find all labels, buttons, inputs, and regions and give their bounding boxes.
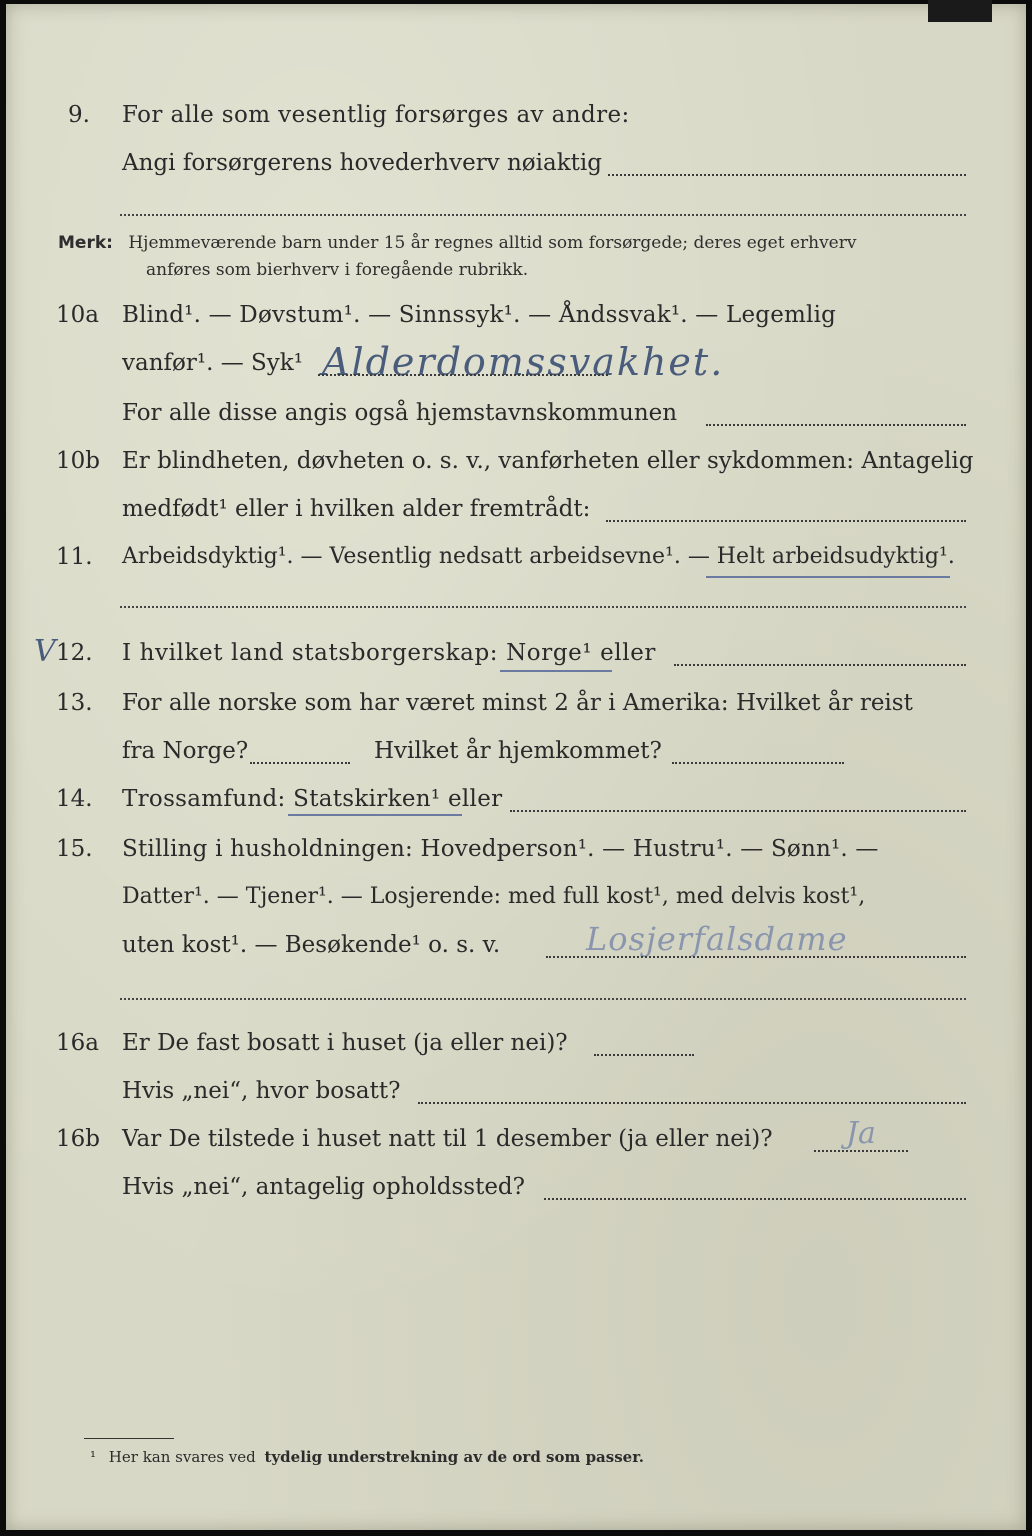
answer-field[interactable]	[418, 1102, 966, 1104]
question-number: 16a	[56, 1030, 99, 1056]
handwritten-underline	[500, 670, 612, 672]
handwritten-answer: Alderdomssvakhet.	[322, 340, 725, 384]
question-text: Er De fast bosatt i huset (ja eller nei)?	[122, 1030, 568, 1056]
question-text: Blind¹. — Døvstum¹. — Sinnssyk¹. — Åndssvak¹. — Legemlig	[122, 302, 837, 328]
question-15	[6, 830, 1026, 874]
census-form-page	[6, 4, 1026, 1530]
question-15-line2	[6, 878, 1026, 922]
question-13	[6, 684, 1026, 728]
question-text: Datter¹. — Tjener¹. — Losjerende: med full kost¹, med delvis kost¹,	[122, 884, 866, 909]
answer-field[interactable]	[120, 606, 966, 608]
question-text: Arbeidsdyktig¹. — Vesentlig nedsatt arbeidsevne¹. — Helt arbeidsudyktig¹.	[122, 544, 955, 569]
question-text: Hvis „nei“, hvor bosatt?	[122, 1078, 401, 1104]
question-16b	[6, 1116, 1026, 1164]
question-text: Hvilket år hjemkommet?	[374, 738, 662, 764]
question-number: 11.	[56, 544, 93, 570]
question-text: For alle disse angis også hjemstavnskommunen	[122, 400, 678, 426]
question-text: Er blindheten, døvheten o. s. v., vanførheten eller sykdommen: Antagelig	[122, 448, 974, 474]
answer-field[interactable]	[318, 374, 608, 376]
answer-field[interactable]	[706, 424, 966, 426]
question-14	[6, 780, 1026, 824]
question-number: 10a	[56, 302, 99, 328]
question-11	[6, 538, 1026, 582]
question-text: medfødt¹ eller i hvilken alder fremtrådt:	[122, 496, 591, 522]
answer-field[interactable]	[510, 810, 966, 812]
question-10b	[6, 442, 1026, 486]
handwritten-answer: Ja	[846, 1116, 876, 1151]
footnote-text: Her kan svares ved	[108, 1448, 256, 1466]
note-block	[58, 230, 978, 284]
footnote-mark: ¹	[90, 1448, 97, 1466]
question-text: Var De tilstede i huset natt til 1 desember (ja eller nei)?	[122, 1126, 773, 1152]
footnote	[90, 1448, 644, 1466]
handwritten-underline	[706, 576, 950, 578]
tape-strip	[928, 0, 992, 22]
question-text: fra Norge?	[122, 738, 249, 764]
question-10a-line2	[6, 340, 1026, 388]
question-number: 10b	[56, 448, 100, 474]
question-10a	[6, 296, 1026, 340]
question-number: 16b	[56, 1126, 100, 1152]
question-text: I hvilket land statsborgerskap: Norge¹ eller	[122, 640, 657, 666]
question-16b-line2	[6, 1168, 1026, 1212]
answer-field[interactable]	[674, 664, 966, 666]
question-text: vanfør¹. — Syk¹	[122, 350, 303, 376]
question-text: For alle som vesentlig forsørges av andre:	[122, 102, 630, 128]
question-number: 13.	[56, 690, 93, 716]
question-16a-line2	[6, 1072, 1026, 1116]
question-10a-line3	[6, 394, 1026, 438]
answer-field[interactable]	[814, 1150, 908, 1152]
answer-field[interactable]	[608, 174, 966, 176]
footnote-emphasis: tydelig understrekning av de ord som passer.	[264, 1448, 644, 1466]
question-number: 9.	[68, 102, 90, 128]
question-text: For alle norske som har været minst 2 år i Amerika: Hvilket år reist	[122, 690, 913, 716]
question-12	[6, 634, 1026, 678]
note-label: Merk:	[58, 233, 113, 253]
question-text: Hvis „nei“, antagelig opholdssted?	[122, 1174, 525, 1200]
question-15-line3	[6, 920, 1026, 970]
answer-field[interactable]	[120, 998, 966, 1000]
answer-field[interactable]	[672, 762, 844, 764]
question-number: 15.	[56, 836, 93, 862]
note-text: Hjemmeværende barn under 15 år regnes alltid som forsørgede; deres eget erhverv	[128, 233, 857, 253]
answer-field[interactable]	[546, 956, 966, 958]
question-10b-line2	[6, 490, 1026, 534]
question-13-line2	[6, 732, 1026, 776]
question-number: 12.	[56, 640, 93, 666]
footnote-rule	[84, 1438, 174, 1439]
question-text: Angi forsørgerens hovederhverv nøiaktig	[122, 150, 602, 176]
answer-field[interactable]	[594, 1054, 694, 1056]
answer-field[interactable]	[606, 520, 966, 522]
question-number: 14.	[56, 786, 93, 812]
checkmark: V	[34, 634, 56, 669]
question-9	[6, 96, 1026, 140]
handwritten-underline	[288, 814, 462, 816]
question-text: Trossamfund: Statskirken¹ eller	[122, 786, 503, 812]
answer-field[interactable]	[120, 214, 966, 216]
question-text: uten kost¹. — Besøkende¹ o. s. v.	[122, 932, 501, 958]
handwritten-answer: Losjerfalsdame	[586, 920, 848, 958]
note-text: anføres som bierhverv i foregående rubrikk.	[146, 260, 529, 280]
answer-field[interactable]	[544, 1198, 966, 1200]
answer-field[interactable]	[250, 762, 350, 764]
question-text: Stilling i husholdningen: Hovedperson¹. — Hustru¹. — Sønn¹. —	[122, 836, 879, 862]
question-16a	[6, 1024, 1026, 1068]
question-9-line2	[6, 144, 1026, 188]
